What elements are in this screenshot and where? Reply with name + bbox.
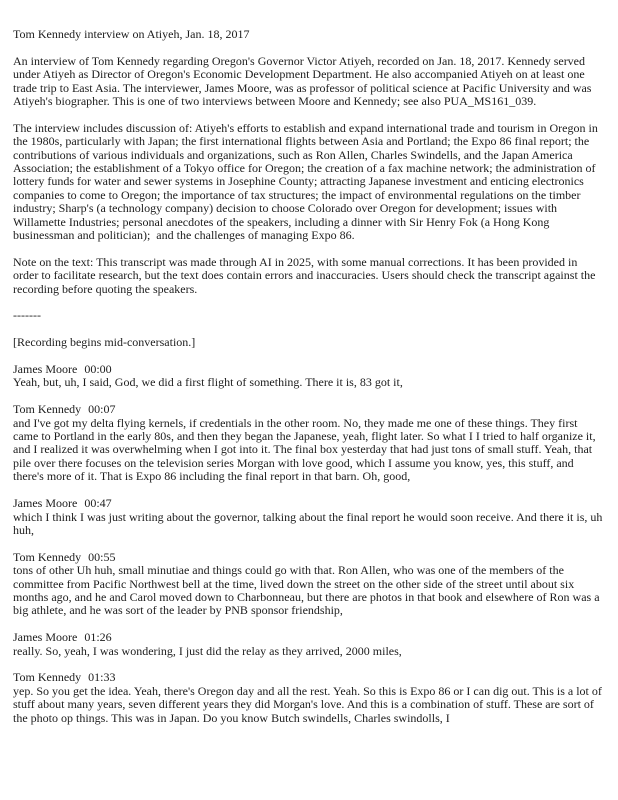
utterance-header bbox=[13, 497, 603, 510]
section-divider: ------- bbox=[13, 308, 41, 323]
speaker-name: James Moore bbox=[13, 362, 78, 377]
utterance-text: really. So, yeah, I was wondering, I just did the relay as they arrived, 2000 miles, bbox=[13, 643, 402, 658]
contents-summary-paragraph: The interview includes discussion of: Atiyeh's efforts to establish and expand international trade and tourism in Oregon in the 1980s, particularly with Japan; the first international flights between Asia and Portland; the Expo 86 final report; the contributions of various individuals and organizations, such as Ron Allen, Charles Swindells, and the Japan America Association; the establishment of a Tokyo office for Oregon; the creation of a fax machine network; the administration of lottery funds for water and sewer systems in Josephine County; attracting Japanese investment and enticing electronics companies to come to Oregon; the importance of tax structures; the impact of environmental regulations on the timber industry; Sharp's (a technology company) decision to choose Colorado over Oregon for development; issues with Willamette Industries; personal anecdotes of the speakers, including a dinner with Sir Henry Fok (a Hong Kong businessman and politician); and the challenges of managing Expo 86. bbox=[13, 120, 601, 243]
timestamp: 00:07 bbox=[88, 402, 116, 417]
document-title: Tom Kennedy interview on Atiyeh, Jan. 18, 2017 bbox=[13, 27, 250, 41]
speaker-name: James Moore bbox=[13, 496, 78, 511]
utterance-text: Yeah, but, uh, I said, God, we did a first flight of something. There it is, 83 got it, bbox=[13, 375, 403, 390]
transcript-utterance bbox=[13, 551, 603, 618]
utterance-text: yep. So you get the idea. Yeah, there's Oregon day and all the rest. Yeah. So this is Expo 86 or I can dig out. This is a lot of stuff about many years, seven different years they did Morgan's love. And this is a combination of stuff. These are sort of the photo op things. This was in Japan. Do you know Butch swindells, Charles swindolls, I bbox=[13, 683, 605, 725]
speaker-name: Tom Kennedy bbox=[13, 549, 82, 564]
utterance-header bbox=[13, 403, 603, 416]
speaker-name: Tom Kennedy bbox=[13, 670, 82, 685]
speaker-name: Tom Kennedy bbox=[13, 402, 82, 417]
timestamp: 00:00 bbox=[84, 362, 112, 377]
transcript-utterance bbox=[13, 363, 603, 390]
transcript-utterance bbox=[13, 403, 603, 483]
utterance-header bbox=[13, 631, 603, 644]
timestamp: 00:55 bbox=[88, 549, 116, 564]
transcript-note-paragraph: Note on the text: This transcript was made through AI in 2025, with some manual corrections. It has been provided in order to facilitate research, but the text does contain errors and inaccuracies. Users should check the transcript against the recording before quoting the speakers. bbox=[13, 254, 599, 296]
utterance-header bbox=[13, 671, 603, 684]
utterance-text: tons of other Uh huh, small minutiae and things could go with that. Ron Allen, who was one of the members of the committee from Pacific Northwest bell at the time, lived down the street on the other side of the street until about six months ago, and he and Carol moved down to Charbonneau, but there are photos in that book and elsewhere of Ron was a big athlete, and he was sort of the leader by PNB sponsor friendship, bbox=[13, 563, 603, 618]
utterance-text: which I think I was just writing about the governor, talking about the final report he would soon receive. And there it is, uh huh, bbox=[13, 509, 606, 537]
utterance-text: and I've got my delta flying kernels, if credentials in the other room. No, they made me one of these things. They first came to Portland in the early 80s, and then they began the Japanese, yeah, flight later. So what I I tried to half organize it, and I realized it was overwhelming when I got into it. The final box yesterday that had just tons of small stuff. Yeah, that pile over there focuses on the television series Morgan with love good, which I assume you know, yes, this stuff, and there's more of it. That is Expo 86 including the final report in that barn. Oh, good, bbox=[13, 415, 599, 484]
transcript-utterance bbox=[13, 671, 603, 725]
timestamp: 01:26 bbox=[84, 630, 112, 645]
timestamp: 01:33 bbox=[88, 670, 116, 685]
speaker-name: James Moore bbox=[13, 630, 78, 645]
transcript-utterance bbox=[13, 631, 603, 658]
utterance-header bbox=[13, 363, 603, 376]
utterance-header bbox=[13, 551, 603, 564]
transcript bbox=[13, 362, 606, 725]
transcript-utterance bbox=[13, 496, 606, 537]
timestamp: 00:47 bbox=[84, 496, 112, 511]
recording-note: [Recording begins mid-conversation.] bbox=[13, 335, 196, 350]
abstract-paragraph: An interview of Tom Kennedy regarding Oregon's Governor Victor Atiyeh, recorded on Jan. 18, 2017. Kennedy served under Atiyeh as Director of Oregon's Economic Development Department. He also accompanied Atiyeh on at least one trade trip to East Asia. The interviewer, James Moore, was as professor of political science at Pacific University and was Atiyeh's biographer. This is one of two interviews between Moore and Kennedy; see also PUA_MS161_039. bbox=[13, 53, 594, 109]
